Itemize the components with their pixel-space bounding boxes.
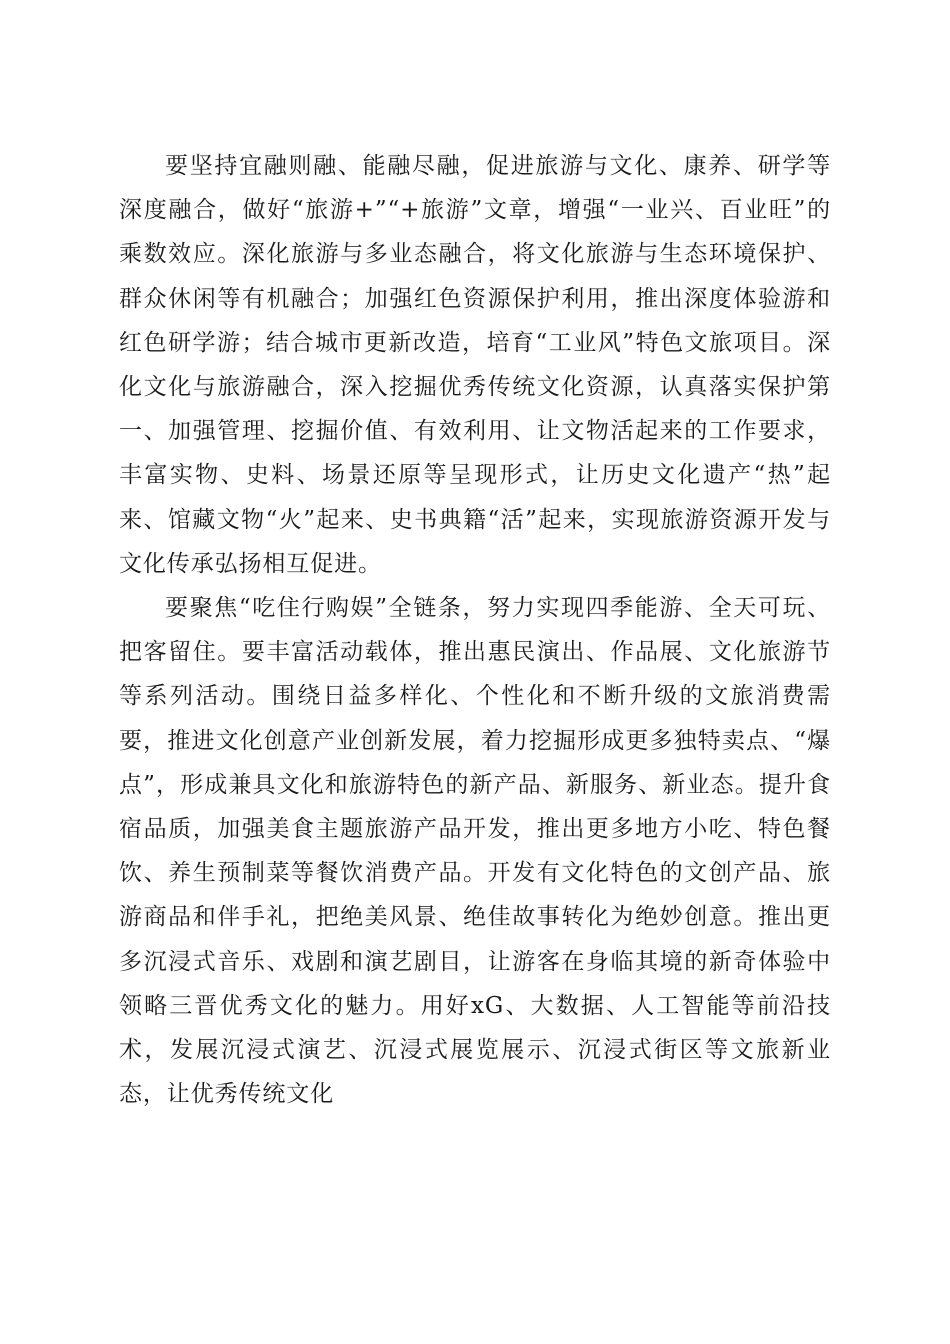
paragraph-culture-tourism-integration: 要坚持宜融则融、能融尽融，促进旅游与文化、康养、研学等深度融合，做好“旅游+”“+旅游”文章，增强“一业兴、百业旺”的乘数效应。深化旅游与多业态融合，将文化旅游与生态环境保护、群众休闲等有机融合；加强红色资源保护利用，推出深度体验游和红色研学游；结合城市更新改造，培育“工业风”特色文旅项目。深化文化与旅游融合，深入挖掘优秀传统文化资源，认真落实保护第一、加强管理、挖掘价值、有效利用、让文物活起来的工作要求，丰富实物、史料、场景还原等呈现形式，让历史文化遗产“热”起来、馆藏文物“火”起来、史书典籍“活”起来，实现旅游资源开发与文化传承弘扬相互促进。 [119,153,831,577]
document-body [119,144,831,1116]
paragraph-consumption-chain: 要聚焦“吃住行购娱”全链条，努力实现四季能游、全天可玩、把客留住。要丰富活动载体，推出惠民演出、作品展、文化旅游节等系列活动。围绕日益多样化、个性化和不断升级的文旅消费需要，推进文化创意产业创新发展，着力挖掘形成更多独特卖点、“爆点”，形成兼具文化和旅游特色的新产品、新服务、新业态。提升食宿品质，加强美食主题旅游产品开发，推出更多地方小吃、特色餐饮、养生预制菜等餐饮消费产品。开发有文化特色的文创产品、旅游商品和伴手礼，把绝美风景、绝佳故事转化为绝妙创意。推出更多沉浸式音乐、戏剧和演艺剧目，让游客在身临其境的新奇体验中领略三晋优秀文化的魅力。用好xG、大数据、人工智能等前沿技术，发展沉浸式演艺、沉浸式展览展示、沉浸式街区等文旅新业态，让优秀传统文化 [119,595,831,1108]
